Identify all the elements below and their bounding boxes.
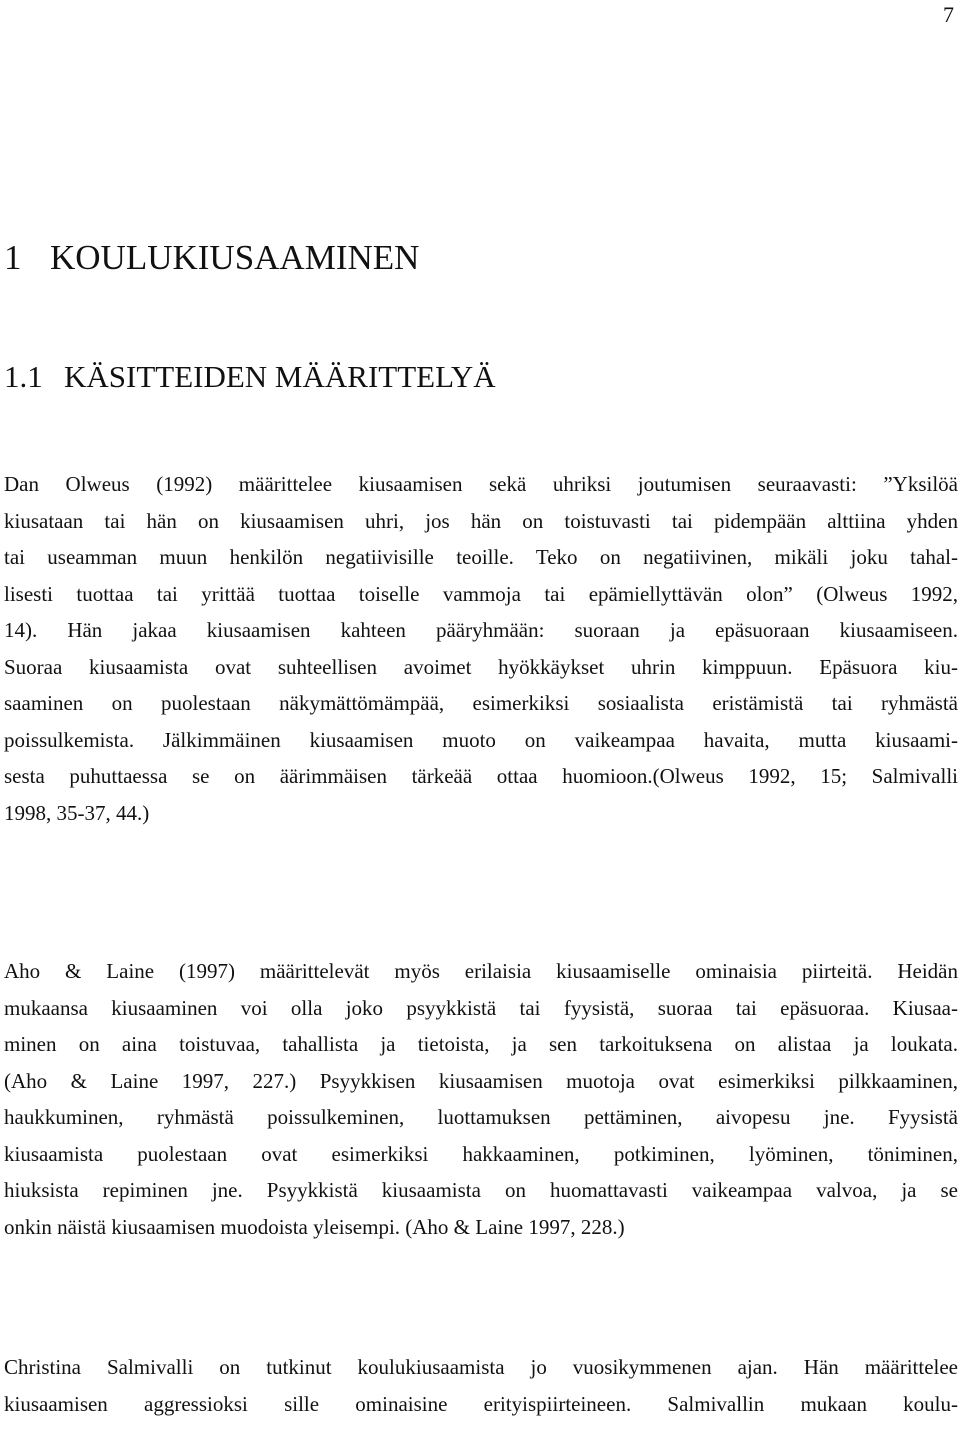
- paragraph-salmivalli: [4, 1349, 958, 1422]
- paragraph-line: sesta puhuttaessa se on äärimmäisen tärkeää ottaa huomioon.(Olweus 1992, 15; Salmivalli: [4, 764, 958, 788]
- page-number: 7: [943, 2, 954, 27]
- paragraph-line: 1998, 35-37, 44.): [4, 800, 150, 825]
- paragraph-olweus: [4, 466, 958, 831]
- paragraph-line: kiusataan tai hän on kiusaamisen uhri, jos hän on toistuvasti tai pidempään alttiina yhden: [4, 508, 958, 533]
- paragraph-line: saaminen on puolestaan näkymättömämpää, esimerkiksi sosiaalista eristämistä tai ryhmästä: [4, 691, 958, 715]
- paragraph-line: minen on aina toistuvaa, tahallista ja tietoista, ja sen tarkoituksena on alistaa ja loukata.: [4, 1032, 958, 1056]
- paragraph-line: Aho & Laine (1997) määrittelevät myös erilaisia kiusaamiselle ominaisia piirteitä. Heidän: [4, 959, 958, 983]
- chapter-title: KOULUKIUSAAMINEN: [50, 238, 420, 277]
- paragraph-aho-laine: [4, 953, 958, 1245]
- paragraph-line: kiusaamisen aggressioksi sille ominaisine erityispiirteineen. Salmivallin mukaan koulu-: [4, 1391, 958, 1416]
- paragraph-line: Christina Salmivalli on tutkinut koulukiusaamista jo vuosikymmenen ajan. Hän määrittelee: [4, 1355, 958, 1379]
- paragraph-line: lisesti tuottaa tai yrittää tuottaa toiselle vammoja tai epämiellyttävän olon” (Olweus 1992,: [4, 581, 958, 606]
- paragraph-line: onkin näistä kiusaamisen muodoista yleisempi. (Aho & Laine 1997, 228.): [4, 1214, 625, 1239]
- chapter-heading: [4, 236, 419, 280]
- paragraph-line: poissulkemista. Jälkimmäinen kiusaamisen muoto on vaikeampaa havaita, mutta kiusaami-: [4, 727, 958, 752]
- paragraph-line: (Aho & Laine 1997, 227.) Psyykkisen kiusaamisen muotoja ovat esimerkiksi pilkkaaminen,: [4, 1068, 958, 1093]
- paragraph-line: haukkuminen, ryhmästä poissulkeminen, luottamuksen pettäminen, aivopesu jne. Fyysistä: [4, 1105, 958, 1129]
- paragraph-line: Dan Olweus (1992) määrittelee kiusaamisen sekä uhriksi joutumisen seuraavasti: ”Yksilöä: [4, 472, 958, 496]
- section-number: 1.1: [4, 359, 43, 394]
- section-title: KÄSITTEIDEN MÄÄRITTELYÄ: [64, 359, 496, 394]
- section-heading: [4, 357, 496, 397]
- paragraph-line: hiuksista repiminen jne. Psyykkistä kiusaamista on huomattavasti vaikeampaa valvoa, ja se: [4, 1178, 958, 1202]
- paragraph-line: 14). Hän jakaa kiusaamisen kahteen pääryhmään: suoraan ja epäsuoraan kiusaamiseen.: [4, 618, 958, 642]
- paragraph-line: kiusaamista puolestaan ovat esimerkiksi hakkaaminen, potkiminen, lyöminen, töniminen,: [4, 1141, 958, 1166]
- paragraph-line: tai useamman muun henkilön negatiivisille teoille. Teko on negatiivinen, mikäli joku tahal-: [4, 545, 958, 569]
- paragraph-line: mukaansa kiusaaminen voi olla joko psyykkistä tai fyysistä, suoraa tai epäsuoraa. Kiusaa-: [4, 995, 958, 1020]
- chapter-number: 1: [4, 238, 22, 277]
- paragraph-line: Suoraa kiusaamista ovat suhteellisen avoimet hyökkäykset uhrin kimppuun. Epäsuora kiu-: [4, 654, 958, 679]
